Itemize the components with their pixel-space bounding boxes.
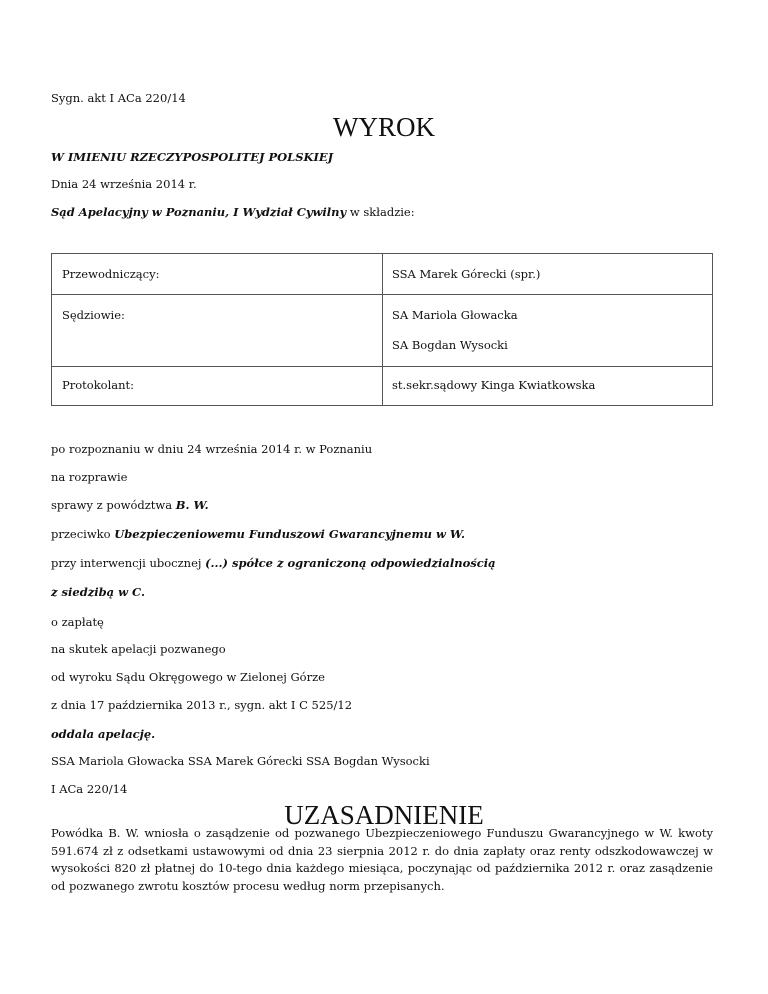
plaintiff-name: B. W.	[175, 498, 209, 512]
clerk-value: st.sekr.sądowy Kinga Kwiatkowska	[392, 378, 596, 392]
justification-paragraph: Powódka B. W. wniosła o zasądzenie od pozwanego Ubezpieczeniowego Funduszu Gwarancyjnego w W. kwoty 591.674 zł z odsetkami ustawowymi od dnia 23 sierpnia 2012 r. do dnia zapłaty oraz renty odszkodowawczej w wysokości 820 zł płatnej do 10-tego dnia każdego miesiąca, poczynając od października 2012 r. oraz zasądzenie od pozwanego zwrotu kosztów procesu według norm przepisanych.	[51, 826, 713, 893]
defendant-line	[51, 527, 465, 541]
court-name: Sąd Apelacyjny w Poznaniu, I Wydział Cywilny	[51, 205, 347, 219]
intervener-seat: z siedzibą w C.	[51, 585, 145, 599]
court-line	[51, 205, 415, 219]
defendant-name: Ubezpieczeniowemu Funduszowi Gwarancyjnemu w W.	[114, 527, 466, 541]
table-row-divider	[52, 294, 712, 295]
table-row-divider	[52, 366, 712, 367]
lower-judgment-line: z dnia 17 października 2013 r., sygn. akt I C 525/12	[51, 698, 353, 712]
table-column-divider	[382, 254, 383, 405]
intervener-line	[51, 556, 496, 570]
intervener-name: (...) spółce z ograniczoną odpowiedzialnością	[205, 556, 496, 570]
intervener-prefix: przy interwencji ubocznej	[51, 556, 206, 570]
plaintiff-line	[51, 498, 209, 512]
date-line: Dnia 24 września 2014 r.	[51, 177, 197, 191]
justification-title: UZASADNIENIE	[284, 800, 484, 830]
subject-line: o zapłatę	[51, 615, 104, 629]
judge-2: SA Bogdan Wysocki	[392, 338, 508, 352]
hearing-line: po rozpoznaniu w dniu 24 września 2014 r. w Poznaniu	[51, 442, 373, 456]
panel-table	[51, 253, 713, 406]
presiding-value: SSA Marek Górecki (spr.)	[392, 267, 541, 281]
lower-court-line: od wyroku Sądu Okręgowego w Zielonej Górze	[51, 670, 325, 684]
case-reference: I ACa 220/14	[51, 782, 128, 796]
signatures: SSA Mariola Głowacka SSA Marek Górecki SSA Bogdan Wysocki	[51, 754, 430, 768]
defendant-prefix: przeciwko	[51, 527, 115, 541]
court-composition-suffix: w składzie:	[346, 205, 415, 219]
plaintiff-prefix: sprawy z powództwa	[51, 498, 176, 512]
judge-1: SA Mariola Głowacka	[392, 308, 518, 322]
clerk-label: Protokolant:	[62, 378, 135, 392]
document-subtitle: W IMIENIU RZECZYPOSPOLITEJ POLSKIEJ	[51, 150, 334, 164]
verdict: oddala apelację.	[51, 727, 156, 741]
judges-label: Sędziowie:	[62, 308, 125, 322]
document-title: WYROK	[333, 112, 435, 142]
appeal-line: na skutek apelacji pozwanego	[51, 642, 226, 656]
presiding-label: Przewodniczący:	[62, 267, 160, 281]
case-signature: Sygn. akt I ACa 220/14	[51, 91, 186, 105]
session-line: na rozprawie	[51, 470, 128, 484]
